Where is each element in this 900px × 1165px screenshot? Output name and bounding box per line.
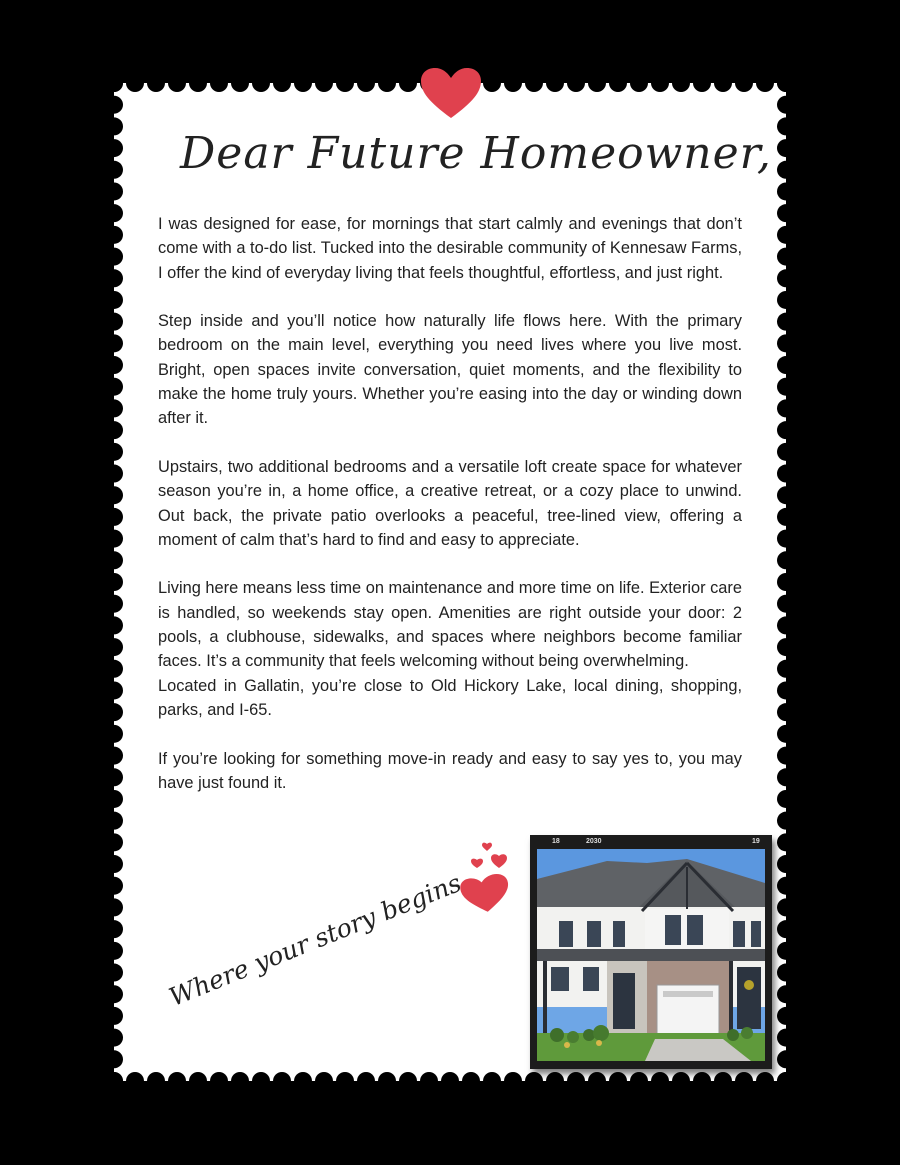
film-label: 2030 (586, 838, 602, 845)
heart-icon (419, 66, 483, 120)
paragraph: Step inside and you’ll notice how naturally life flows here. With the primary bedroom on the main level, everything you need lives where you live most. Bright, open spaces invite conversation, quiet moments, and the flexibility to make the home truly yours. Whether you’re easing into the day or winding down after it. (158, 312, 742, 428)
letter-title: Dear Future Homeowner, (180, 128, 772, 179)
paragraph: I was designed for ease, for mornings that start calmly and evenings that don’t come with a to-do list. Tucked into the desirable community of Kennesaw Farms, I offer the kind of everyday living that feels thoughtful, effortless, and just right. (158, 215, 742, 282)
film-label: 18 (552, 838, 560, 845)
paragraph: Located in Gallatin, you’re close to Old Hickory Lake, local dining, shopping, parks, and I-65. (158, 676, 742, 719)
paragraph: If you’re looking for something move-in ready and easy to say yes to, you may have just found it. (158, 749, 742, 792)
house-photo (537, 849, 765, 1061)
film-label: 19 (752, 838, 760, 845)
tagline: Where your story begins (165, 868, 466, 1012)
paragraph: Living here means less time on maintenance and more time on life. Exterior care is handled, so weekends stay open. Amenities are right outside your door: 2 pools, a clubhouse, sidewalks, and spaces where neighbors become familiar faces. It’s a community that feels welcoming without being overwhelming. (158, 579, 742, 671)
letter-body (158, 212, 742, 819)
hearts-cluster-icon (455, 840, 515, 915)
house-photo-frame (530, 835, 772, 1069)
paragraph: Upstairs, two additional bedrooms and a versatile loft create space for whatever season you’re in, a home office, a creative retreat, or a cozy place to unwind. Out back, the private patio overlooks a peaceful, tree-lined view, offering a moment of calm that’s hard to find and easy to appreciate. (158, 457, 742, 549)
